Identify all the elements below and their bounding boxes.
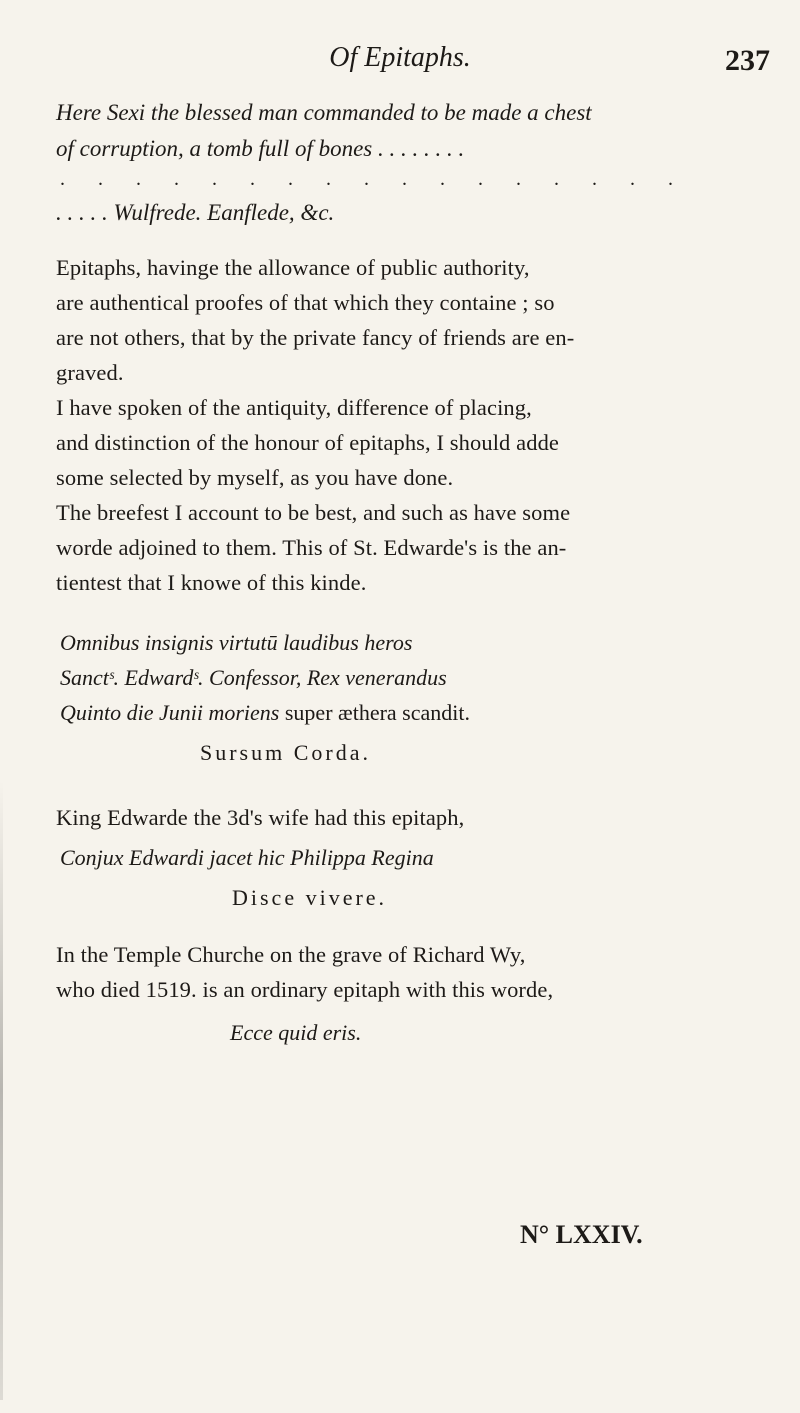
epitaph-1-line-3 [60, 700, 470, 726]
paragraph-3-line-3: tientest that I knowe of this kinde. [56, 570, 367, 595]
paragraph-3-line-2: worde adjoined to them. This of St. Edwarde's is the an- [56, 535, 567, 560]
paragraph-2-line-2: and distinction of the honour of epitaphs, I should adde [56, 430, 560, 455]
opening-line-2: of corruption, a tomb full of bones . . . . . . . . [56, 136, 465, 161]
paragraph-3-line-1: The breefest I account to be best, and such as have some [56, 500, 571, 525]
paragraph-2-line-3: some selected by myself, as you have done. [56, 465, 454, 490]
epitaph-1-motto: Sursum Corda. [200, 740, 371, 765]
paragraph-2-line-1: I have spoken of the antiquity, difference of placing, [56, 395, 532, 420]
running-head: Of Epitaphs. [329, 42, 471, 73]
epitaph-1-line-3-roman: super æthera scandit. [284, 700, 470, 725]
gutter-shadow [0, 780, 3, 1400]
catchword: N° LXXIV. [520, 1220, 643, 1249]
paragraph-1-line-1: Epitaphs, havinge the allowance of public authority, [56, 255, 530, 280]
epitaph-2-line: Conjux Edwardi jacet hic Philippa Regina [60, 845, 434, 870]
opening-line-4: . . . . . Wulfrede. Eanflede, &c. [56, 200, 335, 225]
ellipsis-line: . . . . . . . . . . . . . . . . . [60, 168, 687, 190]
paragraph-4: King Edwarde the 3d's wife had this epitaph, [56, 805, 465, 830]
opening-line-1: Here Sexi the blessed man commanded to be made a chest [56, 100, 592, 125]
paragraph-1-line-3: are not others, that by the private fancy of friends are en- [56, 325, 575, 350]
epitaph-1-line-2: Sanctˢ. Edwardˢ. Confessor, Rex venerandus [60, 665, 447, 690]
paragraph-5-line-1: In the Temple Churche on the grave of Richard Wy, [56, 942, 526, 967]
paragraph-1-line-4: graved. [56, 360, 124, 385]
paragraph-1-line-2: are authentical proofes of that which they containe ; so [56, 290, 555, 315]
epitaph-3: Ecce quid eris. [230, 1020, 362, 1045]
epitaph-1-line-1: Omnibus insignis virtutū laudibus heros [60, 630, 413, 655]
epitaph-2-motto: Disce vivere. [232, 885, 388, 910]
epitaph-1-line-3-italic: Quinto die Junii moriens [60, 700, 280, 725]
paragraph-5-line-2: who died 1519. is an ordinary epitaph with this worde, [56, 977, 554, 1002]
page-number: 237 [725, 44, 770, 77]
